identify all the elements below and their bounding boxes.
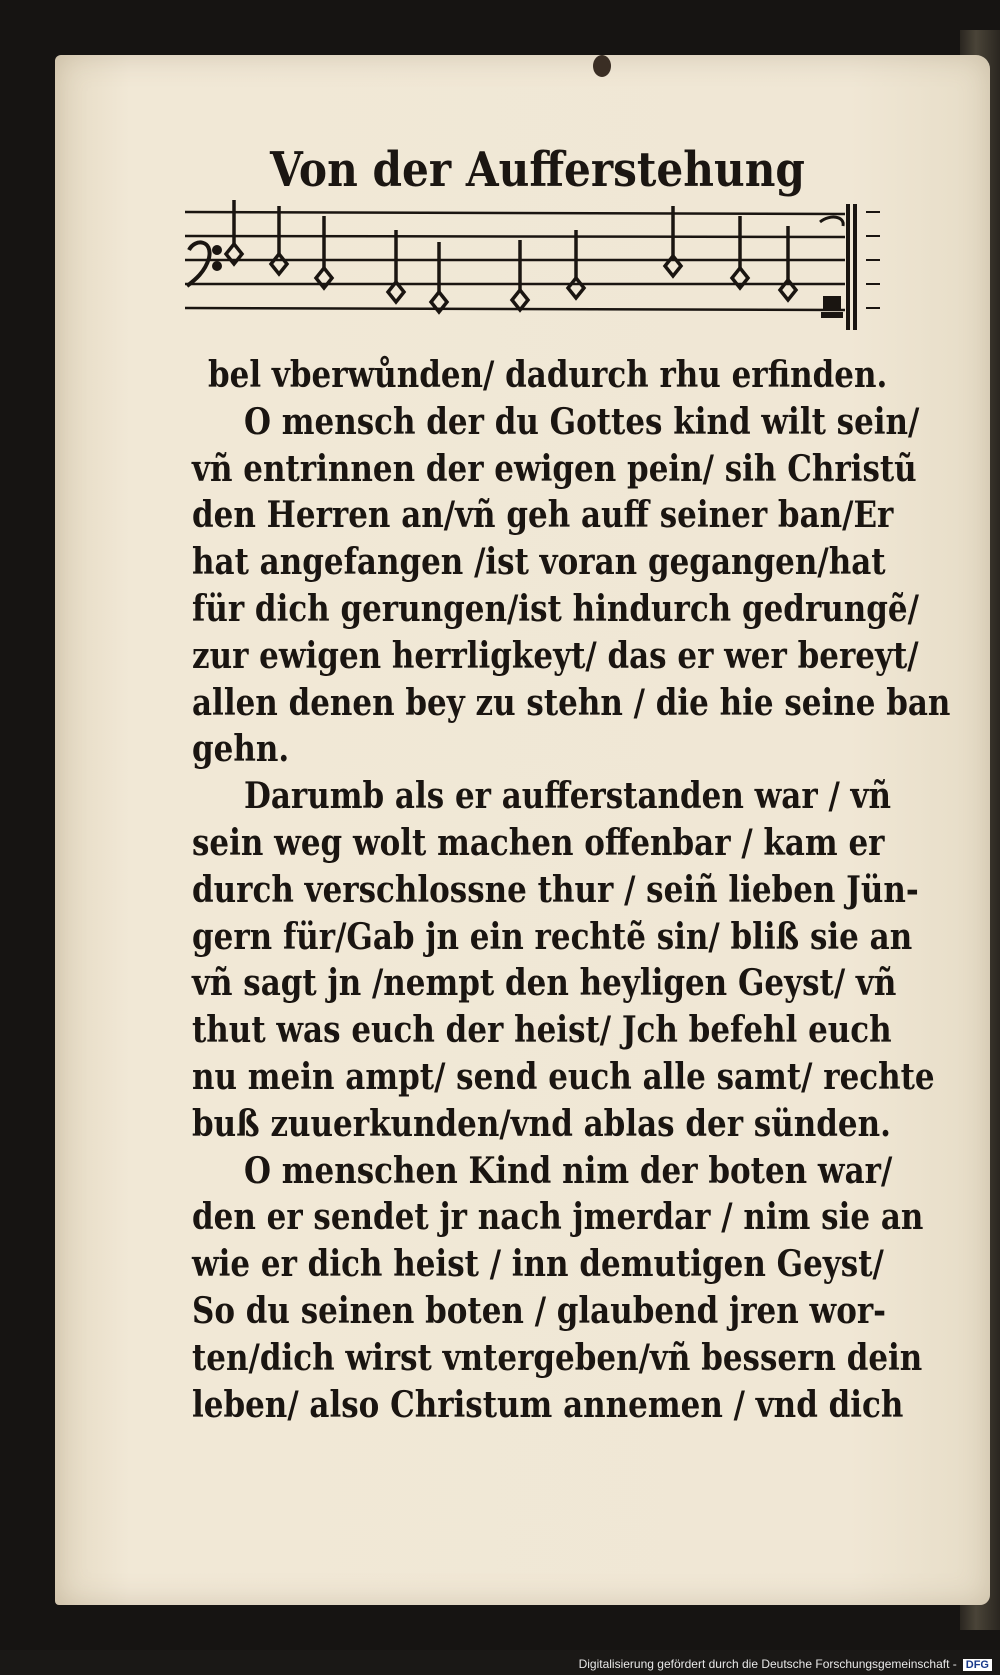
- note: [732, 216, 748, 288]
- custos-marks: [866, 212, 880, 308]
- note: [271, 206, 287, 274]
- text-line: vñ entrinnen der ewigen pein/ sih Christũ: [192, 447, 917, 490]
- text-line: O mensch der du Gottes kind wilt sein/: [244, 400, 920, 443]
- text-line: So du seinen boten / glaubend jren wor-: [192, 1289, 887, 1332]
- note: [568, 230, 584, 298]
- text-line: nu mein ampt/ send euch alle samt/ rechte: [192, 1055, 935, 1098]
- note: [665, 206, 681, 276]
- music-staff: [185, 200, 885, 340]
- text-line: zur ewigen herrligkeyt/ das er wer bereyt/: [192, 634, 919, 677]
- text-line: leben/ also Christum annemen / vnd dich: [192, 1383, 904, 1426]
- note: [388, 230, 404, 302]
- text-line: O menschen Kind nim der boten war/: [244, 1149, 893, 1192]
- text-line: wie er dich heist / inn demutigen Geyst/: [192, 1243, 884, 1286]
- text-line: den Herren an/vñ geh auff seiner ban/Er: [192, 494, 894, 537]
- footer-text: Digitalisierung gefördert durch die Deutsche Forschungsgemeinschaft -: [578, 1657, 957, 1671]
- binding-hole: [593, 55, 611, 77]
- note: [431, 242, 447, 312]
- dfg-logo: DFG: [963, 1659, 992, 1671]
- music-notes: [226, 200, 796, 312]
- bar-lines: [848, 204, 855, 330]
- text-line: allen denen bey zu stehn / die hie seine ban: [192, 681, 951, 724]
- text-line: hat angefangen /ist voran gegangen/hat: [192, 541, 886, 584]
- text-line: sein weg wolt machen offenbar / kam er: [192, 821, 885, 864]
- text-line: Darumb als er aufferstanden war / vñ: [244, 775, 892, 818]
- text-line: thut was euch der heist/ Jch befehl euch: [192, 1009, 892, 1052]
- text-line: bel vberwůnden/ dadurch rhu erfinden.: [208, 354, 888, 396]
- text-line: für dich gerungen/ist hindurch gedrungẽ/: [192, 587, 919, 630]
- final-note: [820, 217, 843, 318]
- page-title: Von der Aufferstehung: [270, 142, 805, 198]
- note: [226, 200, 242, 264]
- text-line: durch verschlossne thur / seiñ lieben Jün-: [192, 868, 919, 911]
- funding-footer: [579, 1657, 992, 1671]
- text-line: gehn.: [192, 728, 290, 771]
- note: [316, 216, 332, 288]
- text-line: gern für/Gab jn ein rechtẽ sin/ bliß sie an: [192, 915, 913, 958]
- hymn-text: [192, 352, 952, 1428]
- bass-clef-icon: [187, 242, 220, 286]
- text-line: ten/dich wirst vntergeben/vñ bessern dein: [192, 1336, 923, 1379]
- note: [512, 240, 528, 310]
- text-line: vñ sagt jn /nempt den heyligen Geyst/ vñ: [192, 962, 897, 1005]
- text-line: buß zuuerkunden/vnd ablas der sünden.: [192, 1102, 891, 1145]
- text-line: den er sendet jr nach jmerdar / nim sie an: [192, 1196, 924, 1239]
